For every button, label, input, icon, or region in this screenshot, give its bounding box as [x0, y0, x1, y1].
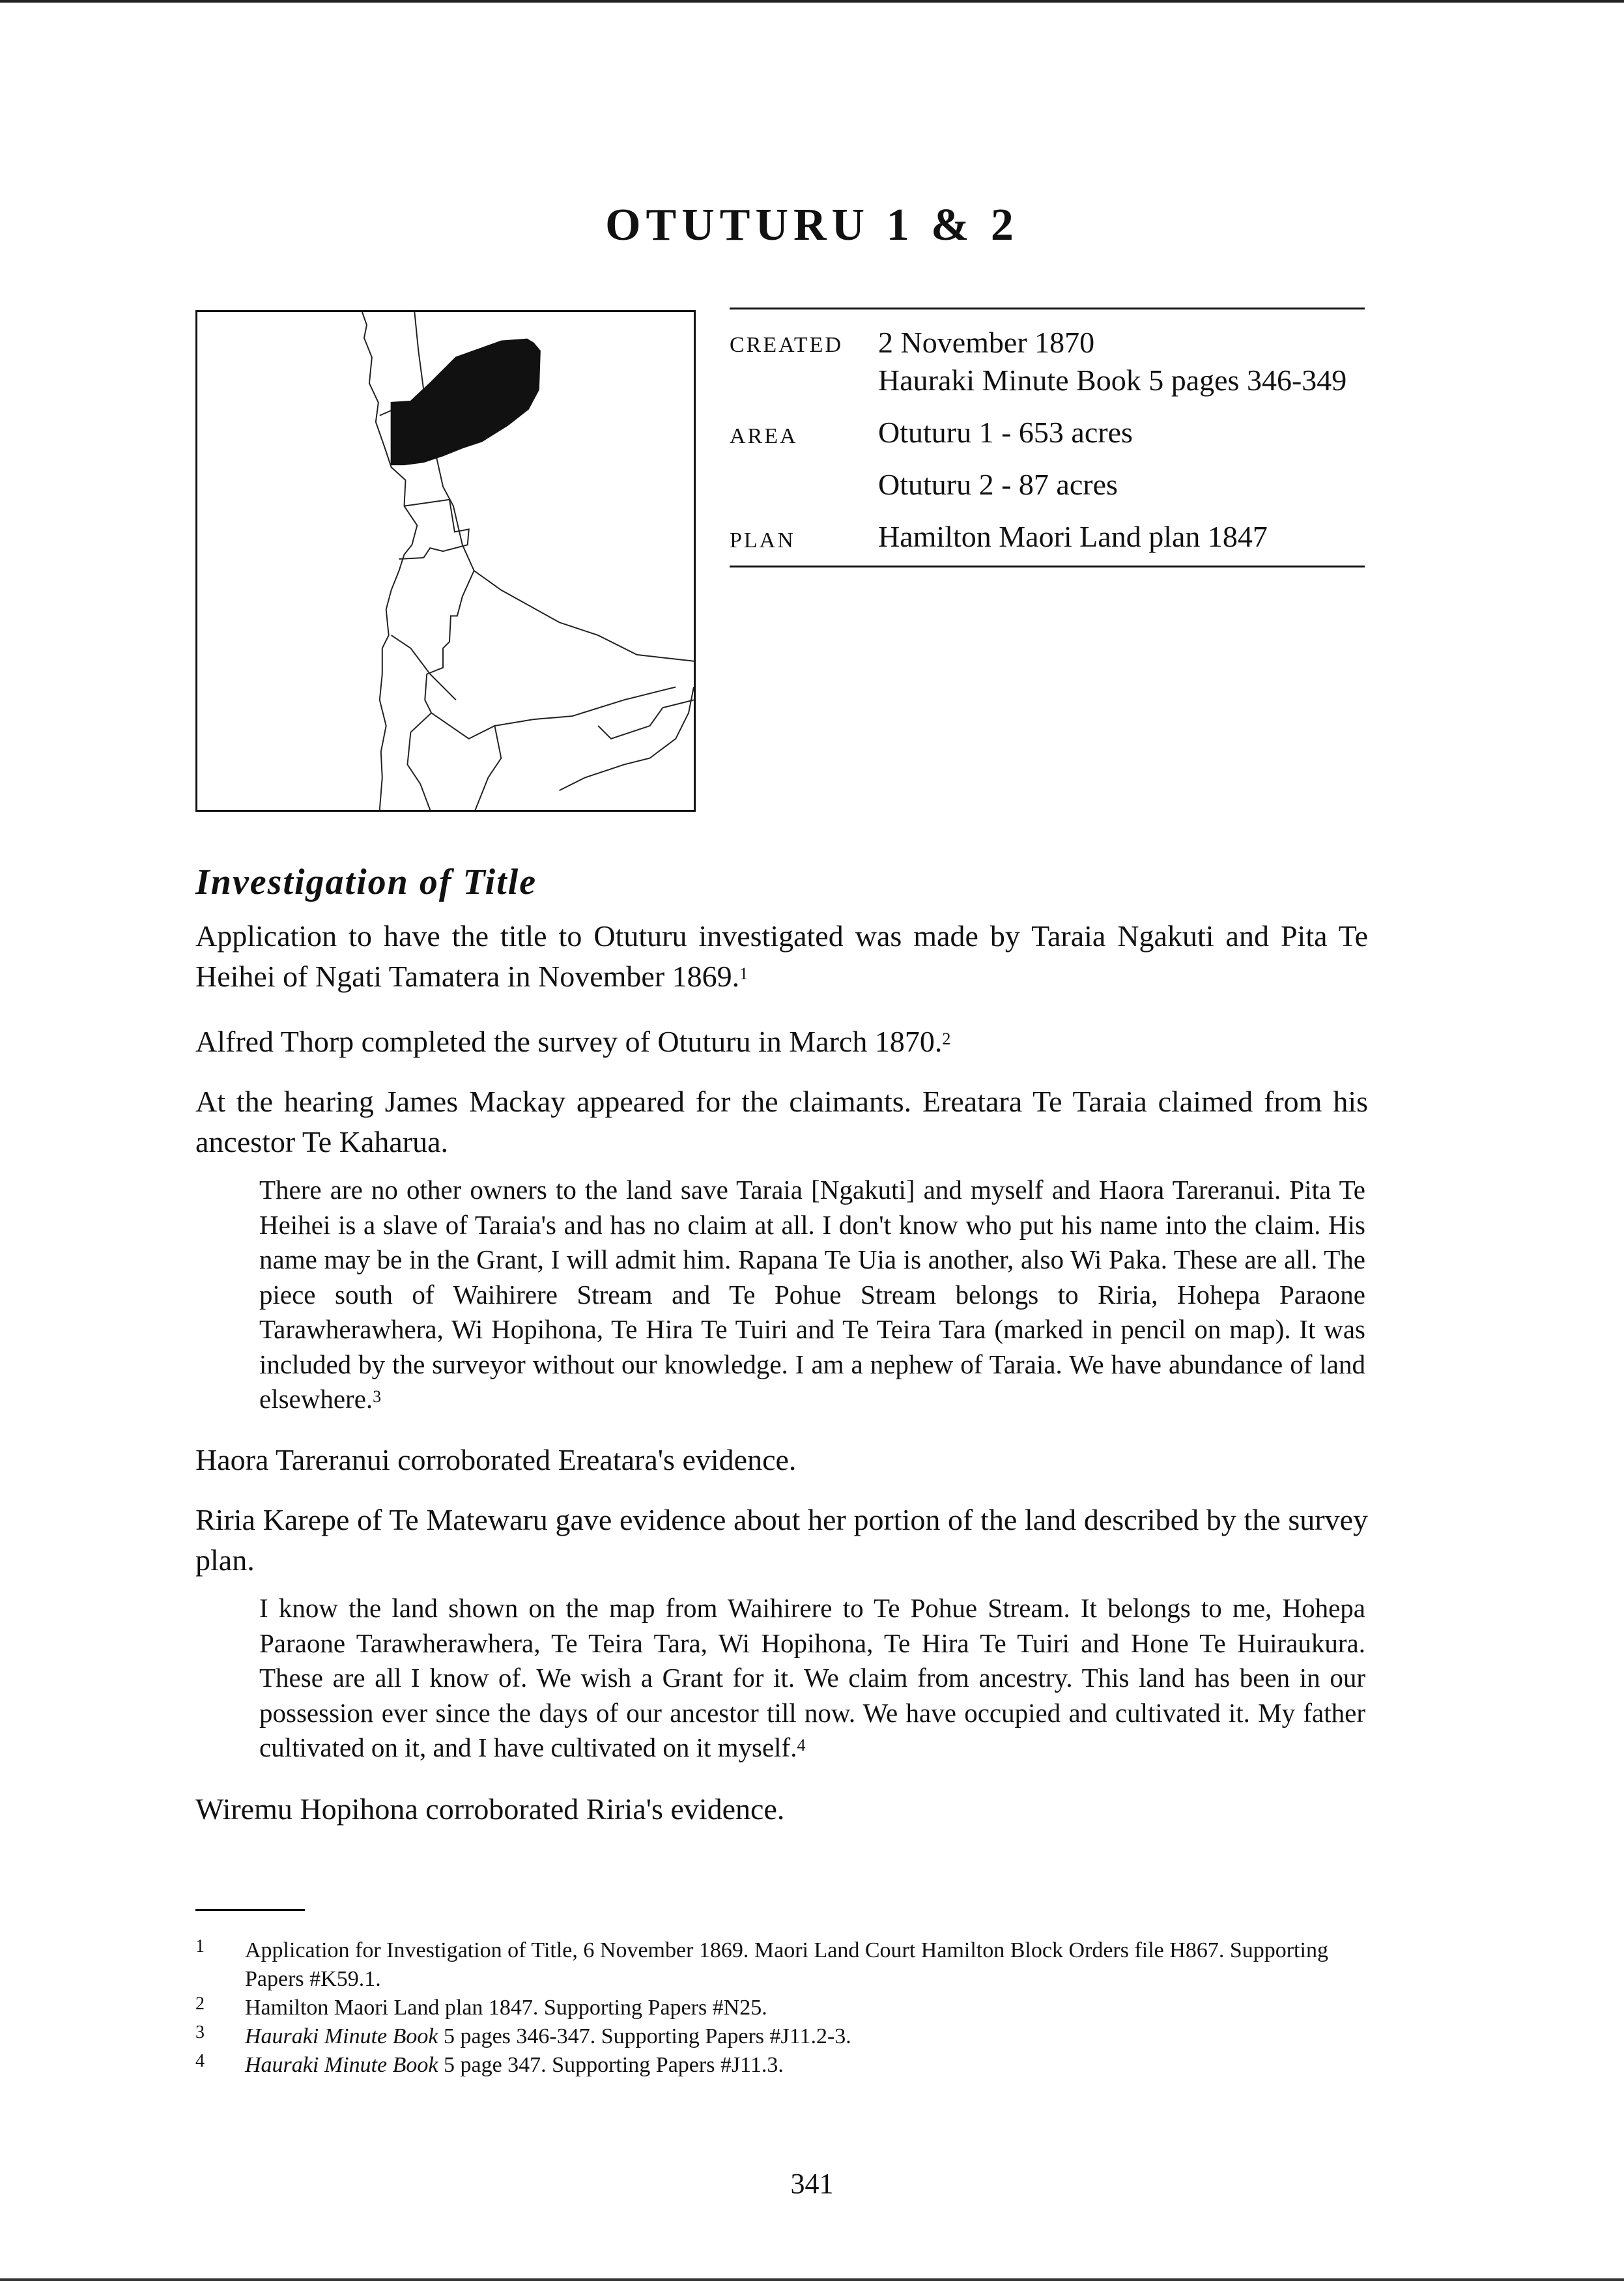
section-heading: Investigation of Title	[195, 862, 537, 902]
footnote-4-book-title: Hauraki Minute Book	[245, 2053, 438, 2077]
boundary-line-6	[431, 687, 676, 738]
info-table-top-rule	[730, 308, 1365, 309]
boundary-line-7	[476, 726, 502, 810]
block-boundary-map	[197, 312, 694, 810]
paragraph-application-text: Application to have the title to Otuturu investigated was made by Taraia Ngakuti and Pita Te Heihei of Ngati Tamatera in November 1869.	[195, 919, 1368, 993]
area-label: AREA	[730, 424, 798, 448]
paragraph-riria: Riria Karepe of Te Matewaru gave evidence about her portion of the land described by the survey plan.	[195, 1503, 1368, 1577]
footnote-2-number: 2	[195, 1994, 205, 2014]
paragraph-survey-text: Alfred Thorp completed the survey of Otuturu in March 1870.	[195, 1025, 943, 1058]
paragraph-hearing: At the hearing James Mackay appeared for the claimants. Ereatara Te Taraia claimed from his ancestor Te Kaharua.	[195, 1085, 1368, 1158]
created-date: 2 November 1870	[878, 326, 1095, 359]
footnote-4-detail: 5 page 347. Supporting Papers #J11.3.	[438, 2053, 784, 2077]
area-otuturu-2: Otuturu 2 - 87 acres	[878, 468, 1118, 501]
footnote-4-text	[245, 2051, 1368, 2080]
bottom-edge-rule	[0, 2278, 1624, 2281]
footnote-3-number: 3	[195, 2022, 205, 2043]
info-table-bottom-rule	[730, 566, 1365, 567]
boundary-line-4	[474, 571, 694, 661]
coastline	[362, 312, 417, 810]
location-map	[195, 310, 696, 812]
footnote-1-number: 1	[195, 1936, 205, 1957]
boundary-line-9	[560, 687, 694, 790]
footnote-rule	[195, 1909, 305, 1911]
footnote-1-text: Application for Investigation of Title, 6 November 1869. Maori Land Court Hamilton Block Orders file H867. Supporting Papers #K59.1.	[245, 1938, 1328, 1991]
boundary-line-8	[598, 700, 694, 739]
quote-ereatara	[259, 1173, 1365, 1417]
footnote-ref-1: 1	[739, 964, 748, 983]
plan-value: Hamilton Maori Land plan 1847	[878, 520, 1268, 553]
created-minute-book: Hauraki Minute Book 5 pages 346-349	[878, 364, 1347, 397]
paragraph-wiremu: Wiremu Hopihona corroborated Riria's evidence.	[195, 1792, 785, 1826]
paragraph-survey	[195, 1022, 1368, 1062]
plan-label: PLAN	[730, 528, 795, 552]
footnote-4-number: 4	[195, 2051, 205, 2071]
footnote-3-text	[245, 2022, 1368, 2051]
top-edge-rule	[0, 0, 1624, 3]
footnote-ref-3: 3	[373, 1387, 382, 1406]
quote-riria	[259, 1591, 1365, 1766]
footnote-3-book-title: Hauraki Minute Book	[245, 2024, 438, 2048]
boundary-line-5	[407, 571, 474, 810]
footnote-ref-4: 4	[797, 1736, 806, 1755]
paragraph-application	[195, 916, 1368, 997]
quote-riria-text: I know the land shown on the map from Waihirere to Te Pohue Stream. It belongs to me, Hohepa Paraone Tarawherawhera, Te Teira Tara, Wi Hopihona, Te Hira Te Tuiri and Hone Te Huiraukura. These are all I know of. We wish a Grant for it. We claim from ancestry. This land has been in our possession ever since the days of our ancestor till now. We have occupied and cultivated it. My father cultivated on it, and I have cultivated on it myself.	[259, 1593, 1365, 1762]
otuturu-block-shaded	[392, 339, 540, 465]
block-info-table	[730, 308, 1365, 553]
footnote-2-text: Hamilton Maori Land plan 1847. Supporting Papers #N25.	[245, 1996, 767, 2020]
footnote-3-detail: 5 pages 346-347. Supporting Papers #J11.2-3.	[438, 2024, 851, 2048]
page-number: 341	[790, 2168, 834, 2200]
paragraph-haora: Haora Tareranui corroborated Ereatara's evidence.	[195, 1443, 797, 1476]
created-label: CREATED	[730, 333, 843, 357]
quote-ereatara-text: There are no other owners to the land save Taraia [Ngakuti] and myself and Haora Tareranui. Pita Te Heihei is a slave of Taraia's and has no claim at all. I don't know who put his name into the claim. His name may be in the Grant, I will admit him. Rapana Te Uia is another, also Wi Paka. These are all. The piece south of Waihirere Stream and Te Pohue Stream belongs to Riria, Hohepa Paraone Tarawherawhera, Wi Hopihona, Te Hira Te Tuiri and Te Teira Tara (marked in pencil on map). It was included by the surveyor without our knowledge. I am a nephew of Taraia. We have abundance of land elsewhere.	[259, 1175, 1365, 1414]
page-title: OTUTURU 1 & 2	[605, 200, 1019, 250]
area-otuturu-1: Otuturu 1 - 653 acres	[878, 416, 1133, 449]
footnote-ref-2: 2	[942, 1029, 951, 1048]
